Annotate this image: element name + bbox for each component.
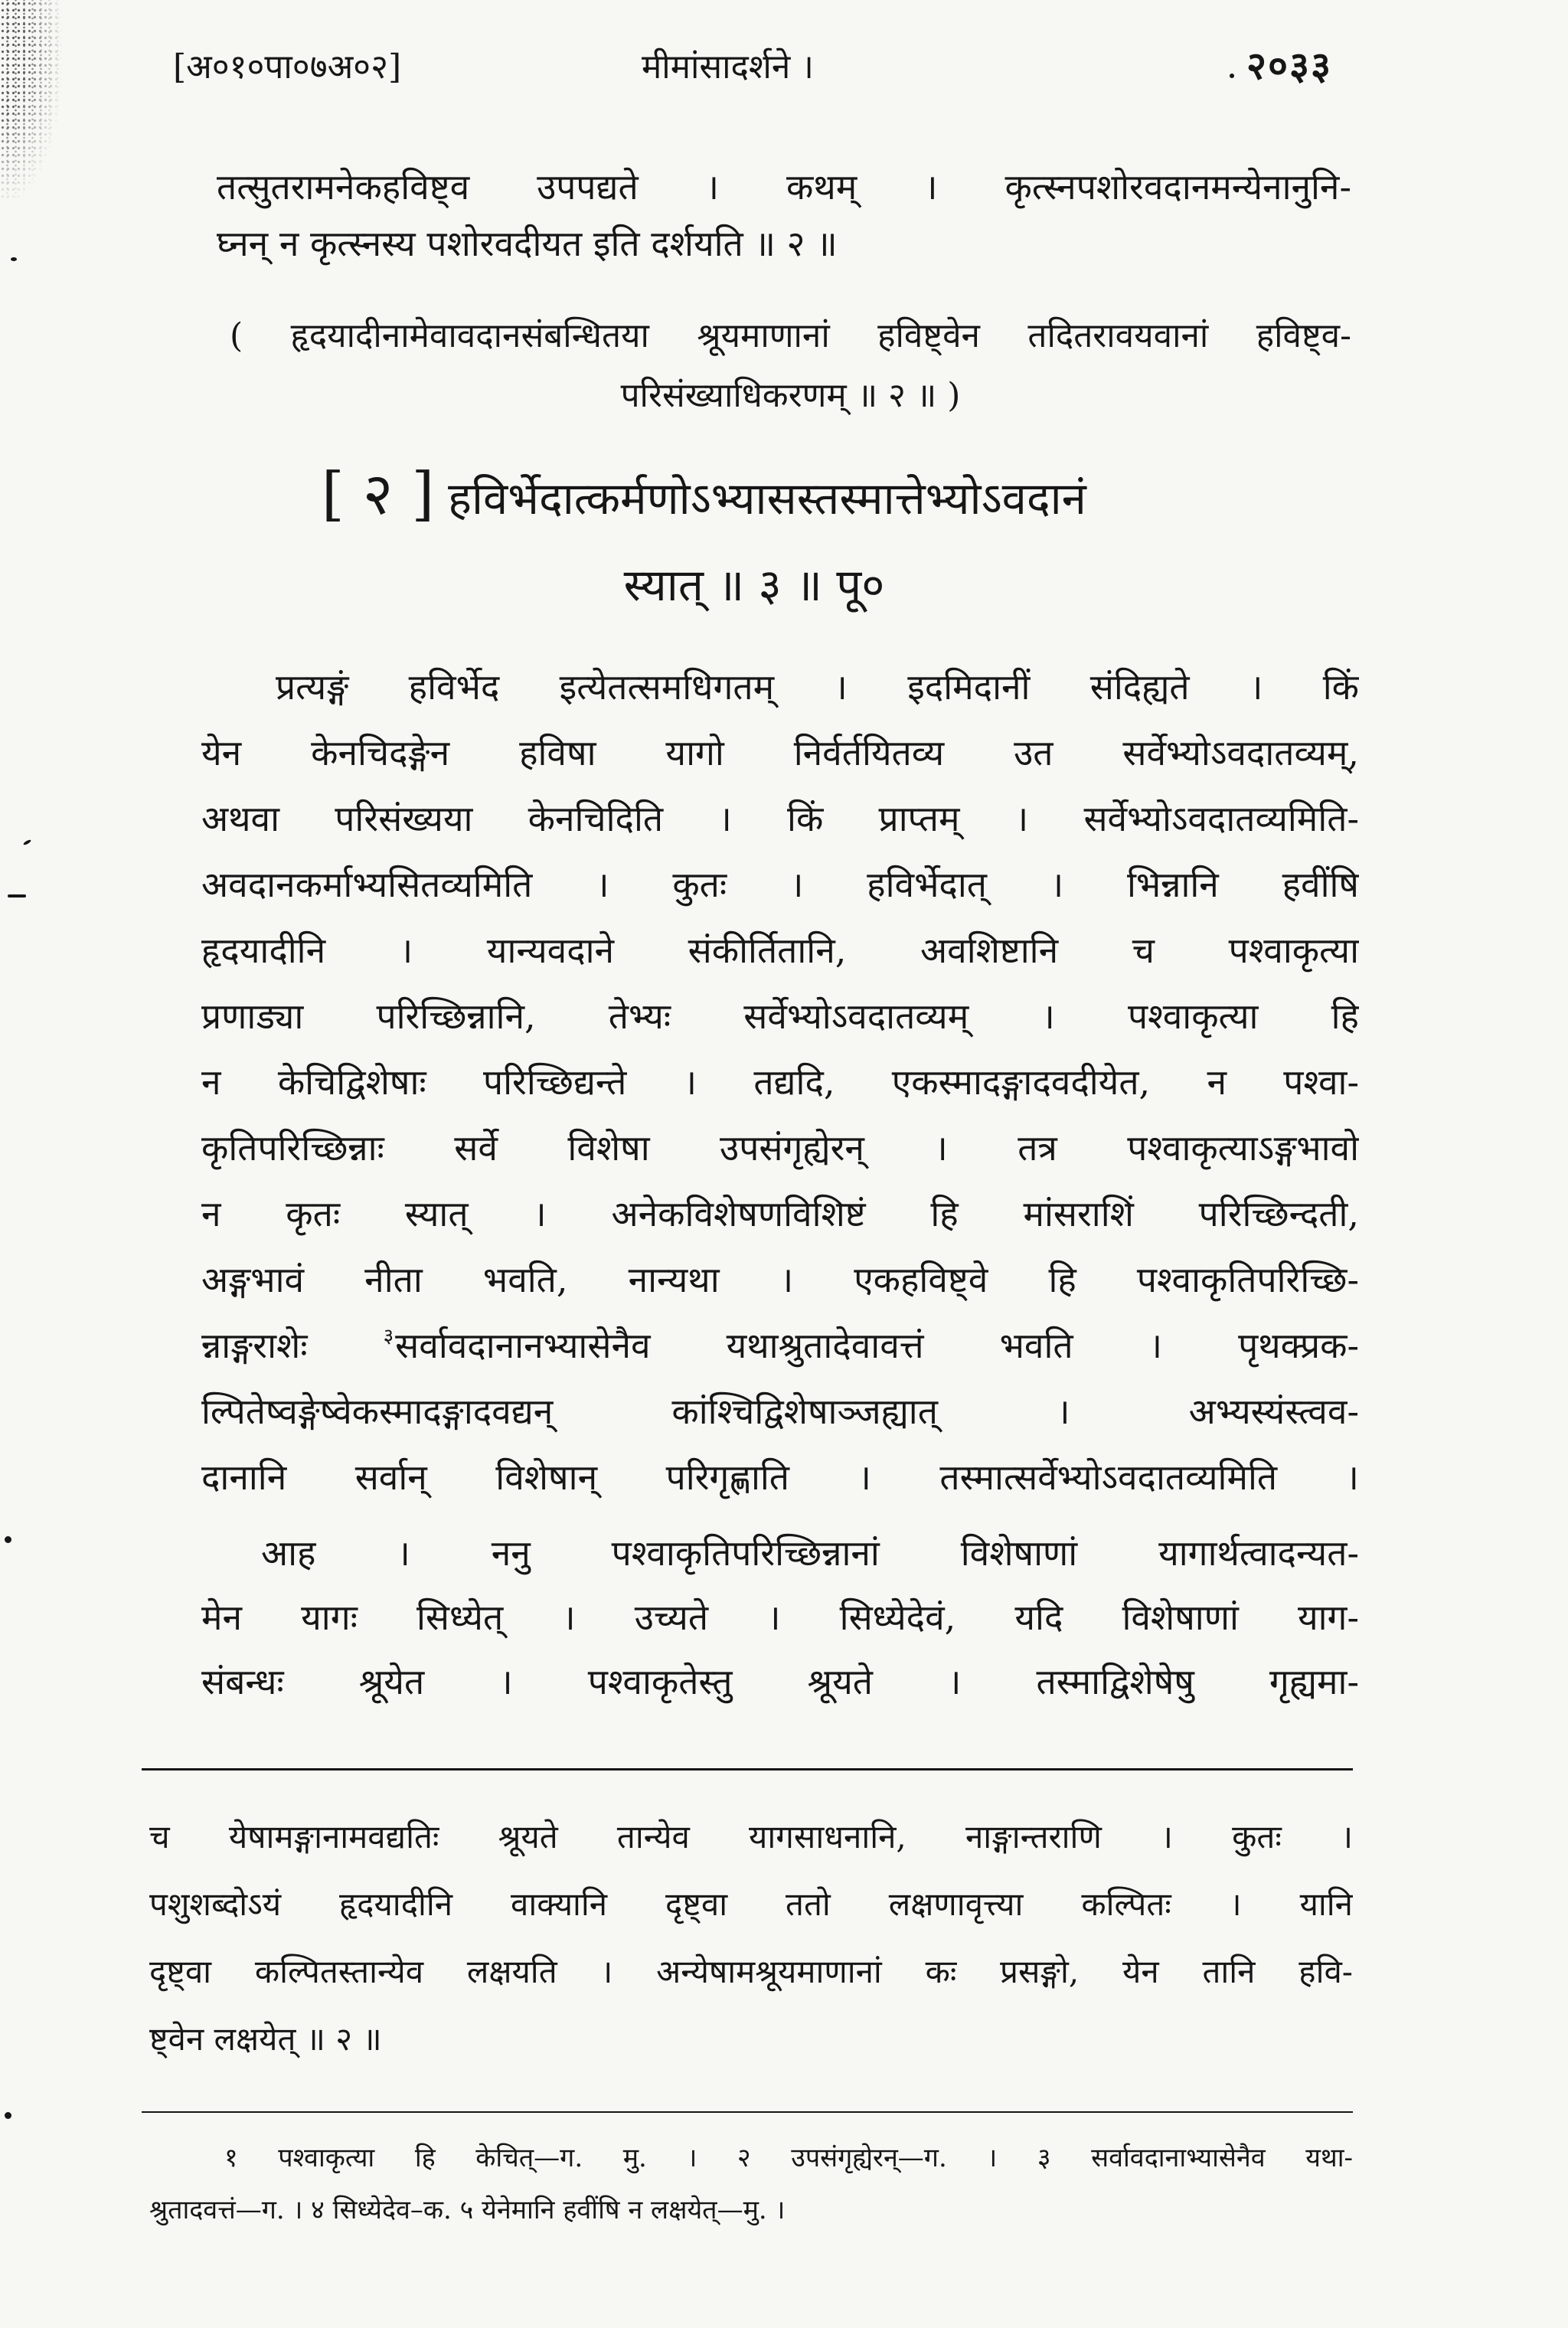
text-line: कृतिपरिच्छिन्नाः सर्वे विशेषा उपसंगृह्येरन् । तत्र पश्वाकृत्याऽङ्गभावो: [201, 1127, 1359, 1169]
text-line: संबन्धः श्रूयेत । पश्वाकृतेस्तु श्रूयते । तस्माद्विशेषेषु गृह्यमा-: [201, 1661, 1359, 1702]
text-line: घ्नन् न कृत्स्नस्य पशोरवदीयत इति दर्शयति ॥ २ ॥: [217, 223, 838, 264]
sutra-line: [322, 450, 1302, 542]
scan-speck: [23, 839, 32, 846]
text-line: दानानि सर्वान् विशेषान् परिगृह्णाति । तस्मात्सर्वेभ्योऽवदातव्यमिति ।: [201, 1457, 1359, 1498]
sutra: [322, 450, 1302, 629]
text-line: न कृतः स्यात् । अनेकविशेषणविशिष्टं हि मांसराशिं परिच्छिन्दती,: [201, 1193, 1359, 1234]
text-line: [201, 1313, 1359, 1378]
bhashya-paragraph: [201, 654, 1359, 1510]
text-line: ष्ट्वेन लक्षयेत् ॥ २ ॥: [149, 2020, 382, 2058]
scan-speck: [11, 257, 17, 261]
scan-speck: [8, 894, 26, 898]
bhashya-paragraph: [201, 1521, 1359, 1714]
text-line: च येषामङ्गानामवद्यतिः श्रूयते तान्येव यागसाधनानि, नाङ्गान्तराणि । कुतः ।: [149, 1818, 1353, 1856]
bhashya-continuation: [217, 159, 1351, 272]
footnote-marker: ३: [383, 1325, 394, 1348]
text-line: ल्पितेष्वङ्गेष्वेकस्मादङ्गादवद्यन् कांश्चिद्विशेषाञ्जह्यात् । अभ्यस्यंस्त्वव-: [201, 1391, 1359, 1432]
footnote-divider-rule: [142, 2111, 1353, 2113]
text-line: ( हृदयादीनामेवावदानसंबन्धितया श्रूयमाणानां हविष्ट्वेन तदितरावयवानां हविष्ट्व-: [230, 316, 1351, 355]
scan-speck: [5, 2112, 11, 2119]
text-line: अङ्गभावं नीता भवति, नान्यथा । एकहविष्ट्वे हि पश्वाकृतिपरिच्छि-: [201, 1259, 1359, 1300]
text-line: परिसंख्याधिकरणम् ॥ २ ॥ ): [620, 376, 961, 415]
text-segment: सर्वावदानानभ्यासेनैव यथाश्रुतादेवावत्तं भवति । पृथक्प्रक-: [395, 1325, 1359, 1366]
text-line: अवदानकर्माभ्यसितव्यमिति । कुतः । हविर्भेदात् । भिन्नानि हवींषि: [201, 864, 1359, 905]
text-line: तत्सुतरामनेकहविष्ट्व उपपद्यते । कथम् । कृत्स्नपशोरवदानमन्येनानुनि-: [217, 166, 1351, 208]
text-line: न केचिद्विशेषाः परिच्छिद्यन्ते । तद्यदि, एकस्मादङ्गादवदीयेत, न पश्वा-: [201, 1061, 1359, 1103]
scan-speck: [5, 1536, 11, 1543]
text-line: प्रणाड्या परिच्छिन्नानि, तेभ्यः सर्वेभ्योऽवदातव्यम् । पश्वाकृत्या हि: [201, 996, 1359, 1037]
text-line: दृष्ट्वा कल्पितस्तान्येव लक्षयति । अन्येषामश्रूयमाणानां कः प्रसङ्गो, येन तानि हवि-: [149, 1953, 1353, 1990]
footnotes: [149, 2132, 1353, 2236]
adhikarana-title: [230, 306, 1351, 426]
sutra-number: [ २ ]: [322, 459, 435, 528]
text-line: हृदयादीनि । यान्यवदाने संकीर्तितानि, अवशिष्टानि च पश्वाकृत्या: [201, 930, 1359, 971]
text-segment: न्नाङ्गराशेः: [201, 1325, 308, 1366]
text-line: अथवा परिसंख्यया केनचिदिति । किं प्राप्तम् । सर्वेभ्योऽवदातव्यमिति-: [201, 798, 1359, 839]
sutra-line: स्यात् ॥ ३ ॥ पू०: [623, 559, 885, 611]
scan-noise-edge: [0, 0, 61, 199]
text-line: आह । ननु पश्वाकृतिपरिच्छिन्नानां विशेषाणां यागार्थत्वादन्यत-: [261, 1532, 1359, 1574]
text-line: पशुशब्दोऽयं हृदयादीनि वाक्यानि दृष्ट्वा ततो लक्षणावृत्त्या कल्पितः । यानि: [149, 1885, 1353, 1923]
footnote-line: श्रुतादवत्तं—ग. । ४ सिध्येदेव–क. ५ येनेमानि हवींषि न लक्षयेत्—मु. ।: [149, 2195, 786, 2225]
scan-speck: [1230, 74, 1234, 78]
commentary-divider-rule: [142, 1768, 1353, 1771]
commentary: [149, 1803, 1353, 2073]
running-title: मीमांसादर्शने ।: [642, 47, 814, 87]
text-line: मेन यागः सिध्येत् । उच्यते । सिध्येदेवं, यदि विशेषाणां याग-: [201, 1597, 1359, 1638]
text-line: प्रत्यङ्गं हविर्भेद इत्येतत्समधिगतम् । इदमिदानीं संदिह्यते । किं: [276, 666, 1359, 708]
footnote-line: १ पश्वाकृत्या हि केचित्—ग. मु. । २ उपसंगृह्येरन्—ग. । ३ सर्वावदानाभ्यासेनैव यथा-: [224, 2143, 1353, 2173]
text-line: येन केनचिदङ्गेन हविषा यागो निर्वर्तयितव्य उत सर्वेभ्योऽवदातव्यम्,: [201, 732, 1359, 773]
chapter-section-reference: [अ०१०पा०७अ०२]: [173, 47, 402, 87]
sutra-text: हविर्भेदात्कर्मणोऽभ्यासस्तस्मात्तेभ्योऽवदानं: [448, 472, 1086, 525]
page-number: २०३३: [1246, 43, 1332, 88]
